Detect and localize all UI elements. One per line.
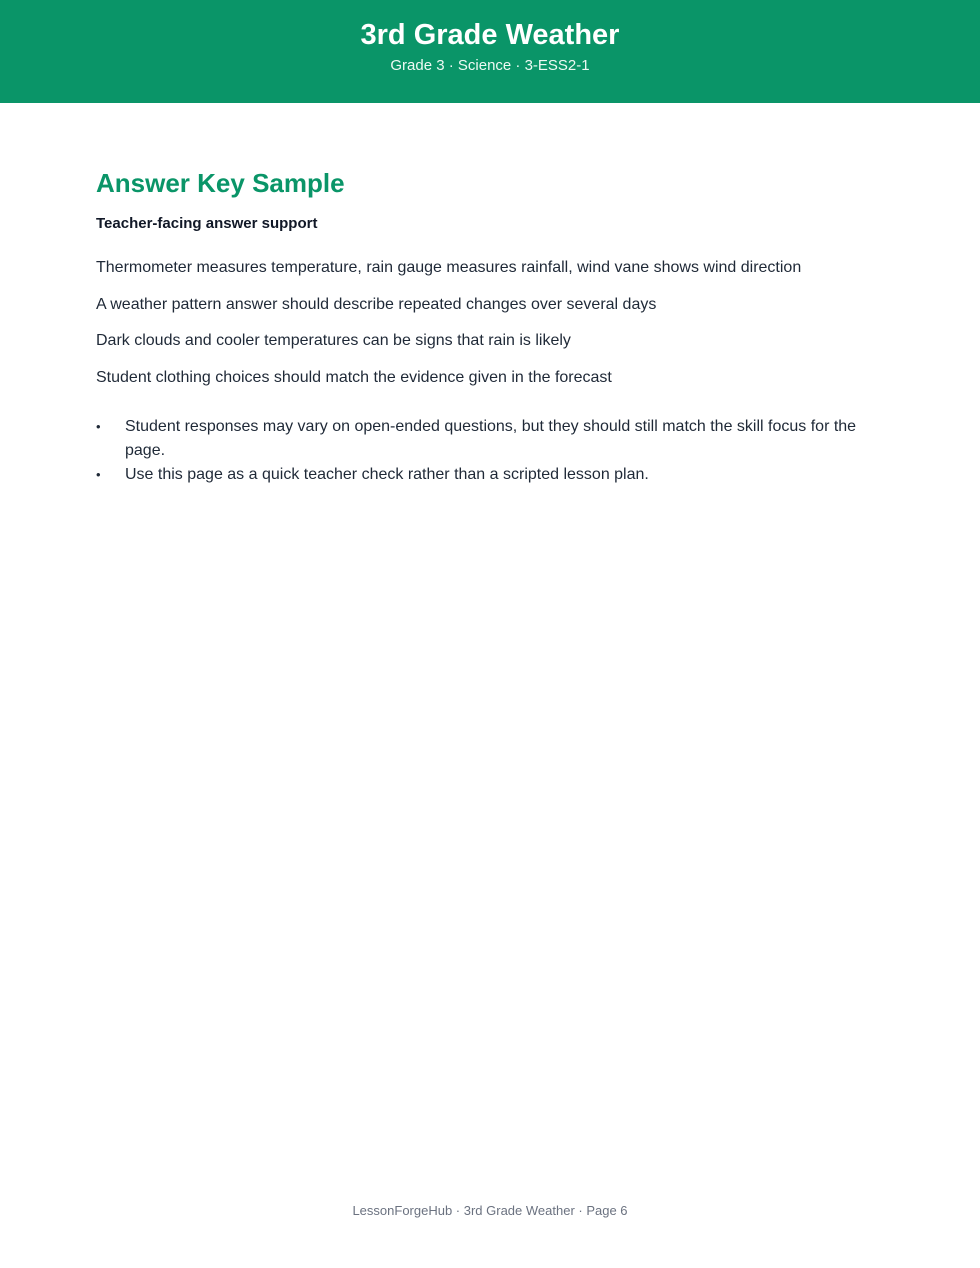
section-title: Answer Key Sample: [96, 168, 345, 198]
answer-key-section: [96, 166, 886, 487]
answer-line: Student clothing choices should match the evidence given in the forecast: [96, 368, 612, 386]
page-header: [0, 0, 980, 103]
teacher-note-text: Student responses may vary on open-ended questions, but they should still match the skill focus for the page.: [125, 417, 857, 459]
bullet-icon: •: [96, 466, 101, 482]
worksheet-title: 3rd Grade Weather: [360, 19, 620, 51]
bullet-icon: •: [96, 418, 101, 434]
worksheet-subtitle: Grade 3 · Science · 3-ESS2-1: [390, 57, 590, 74]
answer-line: Dark clouds and cooler temperatures can be signs that rain is likely: [96, 332, 571, 350]
teacher-note: [96, 415, 886, 463]
page-footer: LessonForgeHub · 3rd Grade Weather · Page 6: [352, 1203, 628, 1218]
teacher-note-text: Use this page as a quick teacher check rather than a scripted lesson plan.: [125, 465, 649, 483]
teacher-notes-list: [96, 415, 886, 487]
section-subtitle: Teacher-facing answer support: [96, 215, 318, 232]
teacher-note: [96, 463, 886, 487]
answer-line: A weather pattern answer should describe repeated changes over several days: [96, 295, 657, 313]
answer-list: [96, 258, 886, 388]
answer-line: Thermometer measures temperature, rain gauge measures rainfall, wind vane shows wind direction: [96, 259, 802, 276]
